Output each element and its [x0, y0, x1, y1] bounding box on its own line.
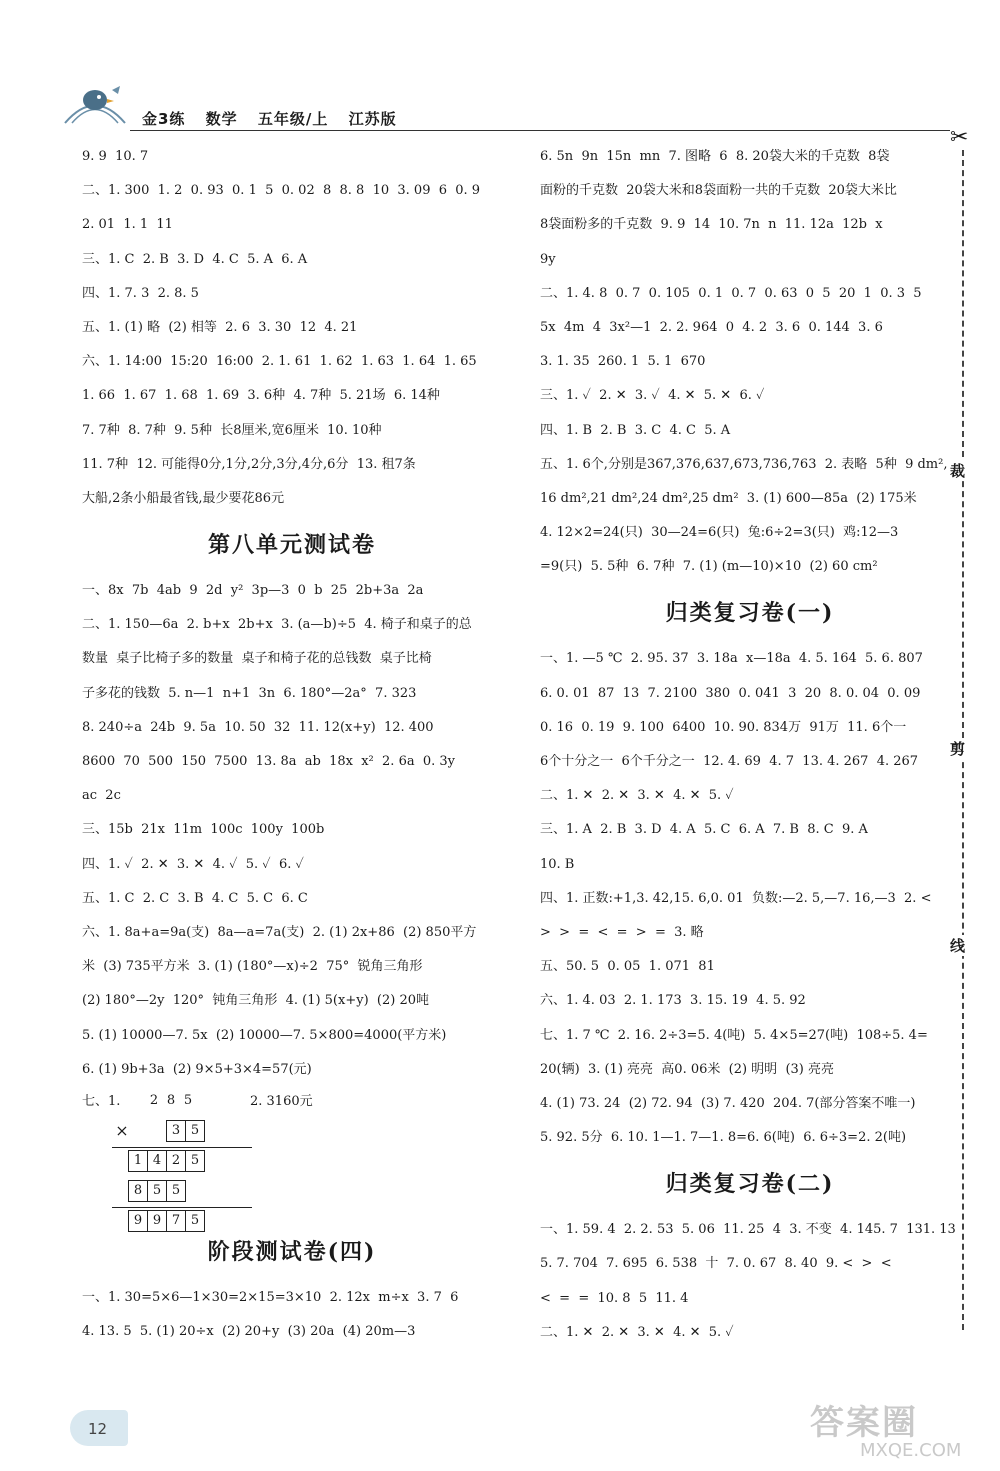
- unit8-answer-line: 数量 桌子比椅子多的数量 桌子和椅子花的总钱数 桌子比椅: [82, 651, 432, 667]
- cut-label-2: 剪: [950, 740, 966, 758]
- mult-digit: 5: [183, 1092, 193, 1108]
- unit8-answer-line: 六、1. 8a+a=9a(支) 8a—a=7a(支) 2. (1) 2x+86 (2) 850平方: [82, 924, 477, 940]
- unit8-answer-line: 8. 240÷a 24b 9. 5a 10. 50 32 11. 12(x+y) 12. 400: [82, 719, 434, 735]
- answer-line: 六、1. 14:00 15:20 16:00 2. 1. 61 1. 62 1. 63 1. 64 1. 65: [82, 354, 477, 370]
- mult-digit: 9: [147, 1210, 167, 1232]
- mult-row: [112, 1209, 205, 1233]
- mult-digit: 9: [128, 1210, 148, 1232]
- review1-answer-line: 4. (1) 73. 24 (2) 72. 94 (3) 7. 420 204. 7(部分答案不唯一): [540, 1095, 916, 1111]
- mult-row: [112, 1149, 205, 1173]
- mult-rule: [112, 1147, 252, 1148]
- mult-digit: 8: [166, 1092, 176, 1108]
- mult-row: [112, 1119, 205, 1143]
- mult-digit: 8: [128, 1180, 148, 1202]
- mult-digit: 3: [166, 1120, 186, 1142]
- review1-answer-line: > > = < = > = 3. 略: [540, 924, 704, 940]
- grade-name: 五年级/上: [257, 110, 329, 128]
- unit8-answer-line: 5. (1) 10000—7. 5x (2) 10000—7. 5×800=4000(平方米): [82, 1027, 447, 1043]
- right-column: [540, 140, 960, 1350]
- answer-line: 11. 7种 12. 可能得0分,1分,2分,3分,4分,6分 13. 租7条: [82, 456, 416, 472]
- unit8-answer-line: ac 2c: [82, 788, 121, 804]
- answer-line: 四、1. 7. 3 2. 8. 5: [82, 285, 199, 301]
- answer-line: 9y: [540, 251, 556, 267]
- mult-digit: [111, 1091, 129, 1111]
- answer-line: 三、1. C 2. B 3. D 4. C 5. A 6. A: [82, 251, 308, 267]
- header-title: [142, 108, 411, 129]
- unit8-answer-line: 二、1. 150—6a 2. b+x 2b+x 3. (a—b)÷5 4. 椅子和桌子的总: [82, 617, 472, 633]
- answer-line: 五、1. 6个,分别是367,376,637,673,736,763 2. 表略 5种 9 dm²,: [540, 456, 948, 472]
- mult-digit: 7: [166, 1210, 186, 1232]
- unit8-answer-line: 四、1. ✓ 2. ✕ 3. ✕ 4. ✓ 5. ✓ 6. ✓: [82, 856, 304, 872]
- review1-answer-line: 七、1. 7 ℃ 2. 16. 2÷3=5. 4(吨) 5. 4×5=27(吨) 108÷5. 4=: [540, 1027, 928, 1043]
- review1-answer-line: 二、1. ✕ 2. ✕ 3. ✕ 4. ✕ 5. ✓: [540, 788, 734, 804]
- review1-answer-line: 三、1. A 2. B 3. D 4. A 5. C 6. A 7. B 8. C 9. A: [540, 822, 868, 838]
- review1-answer-line: 0. 16 0. 19 9. 100 6400 10. 90. 834万 91万 11. 6个一: [540, 719, 907, 735]
- mult-digit: 4: [147, 1150, 167, 1172]
- cut-label-3: 线: [950, 937, 966, 955]
- answer-line: 1. 66 1. 67 1. 68 1. 69 3. 6种 4. 7种 5. 21场 6. 14种: [82, 388, 440, 404]
- mult-digit: [128, 1091, 146, 1111]
- scissors-icon: ✂: [950, 125, 969, 150]
- header-divider: [130, 130, 950, 131]
- page-header: [60, 78, 940, 128]
- review1-answer-line: 6个十分之一 6个千分之一 12. 4. 69 4. 7 13. 4. 267 4. 267: [540, 754, 919, 769]
- page-number: 12: [88, 1420, 108, 1438]
- mult-digit: 1: [128, 1150, 148, 1172]
- multiplication-vertical: [82, 1087, 502, 1228]
- mult-row: [112, 1179, 205, 1203]
- unit8-answer-line: 三、15b 21x 11m 100c 100y 100b: [82, 822, 325, 838]
- stage4-answer-line: 一、1. 30=5×6—1×30=2×15=3×10 2. 12x m÷x 3. 7 6: [82, 1289, 459, 1305]
- review1-answer-line: 10. B: [540, 856, 575, 872]
- mult-digit: 2: [149, 1092, 159, 1108]
- answer-line: 6. 5n 9n 15n mn 7. 图略 6 8. 20袋大米的千克数 8袋: [540, 149, 890, 164]
- review1-answer-line: 6. 0. 01 87 13 7. 2100 380 0. 041 3 20 8. 0. 04 0. 09: [540, 685, 921, 701]
- mult-digit: 5: [166, 1180, 186, 1202]
- unit8-answer-line: 子多花的钱数 5. n—1 n+1 3n 6. 180°—2a° 7. 323: [82, 685, 417, 701]
- answer-line: 9. 9 10. 7: [82, 149, 149, 164]
- review2-answer-line: 二、1. ✕ 2. ✕ 3. ✕ 4. ✕ 5. ✓: [540, 1324, 734, 1340]
- unit8-answer-line: 五、1. C 2. C 3. B 4. C 5. C 6. C: [82, 890, 308, 906]
- answer-line: 二、1. 300 1. 2 0. 93 0. 1 5 0. 02 8 8. 8 10 3. 09 6 0. 9: [82, 183, 481, 199]
- review1-answer-line: 五、50. 5 0. 05 1. 071 81: [540, 959, 715, 975]
- unit8-answer-line: 8600 70 500 150 7500 13. 8a ab 18x x² 2. 6a 0. 3y: [82, 754, 456, 769]
- answer-line: 二、1. 4. 8 0. 7 0. 105 0. 1 0. 7 0. 63 0 5 20 1 0. 3 5: [540, 285, 922, 301]
- mult-digit: [149, 1121, 167, 1141]
- review2-answer-line: 一、1. 59. 4 2. 2. 53 5. 06 11. 25 4 3. 不变 4. 145. 7 131. 13: [540, 1222, 956, 1238]
- answer-line: 7. 7种 8. 7种 9. 5种 长8厘米,宽6厘米 10. 10种: [82, 422, 382, 438]
- review2-answer-line: < = = 10. 8 5 11. 4: [540, 1290, 689, 1306]
- answer-line: 3. 1. 35 260. 1 5. 1 670: [540, 354, 706, 370]
- review1-answer-line: 六、1. 4. 03 2. 1. 173 3. 15. 19 4. 5. 92: [540, 993, 806, 1009]
- answer-line: 四、1. B 2. B 3. C 4. C 5. A: [540, 422, 731, 438]
- mult-digit: [111, 1151, 129, 1171]
- times-sign: ×: [115, 1120, 129, 1140]
- mult-digit: 5: [185, 1150, 205, 1172]
- answer-line: 5x 4m 4 3x²—1 2. 2. 964 0 4. 2 3. 6 0. 144 3. 6: [540, 319, 883, 335]
- mult-digit: 5: [185, 1120, 205, 1142]
- unit8-answer-line: (2) 180°—2y 120° 钝角三角形 4. (1) 5(x+y) (2) 20吨: [82, 993, 430, 1009]
- watermark-url: MXQE.COM: [860, 1440, 962, 1461]
- unit8-answer-line: 米 (3) 735平方米 3. (1) (180°—x)÷2 75° 锐角三角形: [82, 959, 423, 975]
- mult-rule: [112, 1207, 252, 1208]
- section-title-review2: 归类复习卷(二): [665, 1171, 835, 1198]
- review1-answer-line: 四、1. 正数:+1,3. 42,15. 6,0. 01 负数:—2. 5,—7. 16,—3 2. <: [540, 890, 932, 906]
- section-title-stage4: 阶段测试卷(四): [207, 1238, 377, 1265]
- review1-answer-line: 一、1. —5 ℃ 2. 95. 37 3. 18a x—18a 4. 5. 164 5. 6. 807: [540, 651, 923, 667]
- section-title-unit8: 第八单元测试卷: [207, 532, 376, 559]
- section-title-review1: 归类复习卷(一): [665, 600, 835, 627]
- review2-answer-line: 5. 7. 704 7. 695 6. 538 十 7. 0. 67 8. 40 9. < > <: [540, 1256, 892, 1272]
- question-7-2-answer: 2. 3160元: [250, 1093, 313, 1109]
- bird-logo-icon: [60, 78, 130, 128]
- question-7-label: 七、1.: [82, 1093, 121, 1109]
- review1-answer-line: 5. 92. 5分 6. 10. 1—1. 7—1. 8=6. 6(吨) 6. 6÷3=2. 2(吨): [540, 1130, 907, 1146]
- mult-digit: 2: [166, 1150, 186, 1172]
- mult-digit: 5: [147, 1180, 167, 1202]
- watermark-logo: 答案圈: [810, 1403, 918, 1443]
- answer-line: 面粉的千克数 20袋大米和8袋面粉一共的千克数 20袋大米比: [540, 183, 897, 199]
- book-name: 金3练: [142, 110, 186, 128]
- subject-name: 数学: [205, 110, 238, 128]
- mult-digit: [132, 1121, 150, 1141]
- answer-line: 4. 12×2=24(只) 30—24=6(只) 兔:6÷2=3(只) 鸡:12—3: [540, 525, 899, 541]
- stage4-answer-line: 4. 13. 5 5. (1) 20÷x (2) 20+y (3) 20a (4) 20m—3: [82, 1324, 416, 1340]
- mult-digit: [185, 1181, 203, 1201]
- review1-answer-line: 20(辆) 3. (1) 亮亮 高0. 06米 (2) 明明 (3) 亮亮: [540, 1061, 834, 1077]
- answer-line: 2. 01 1. 1 11: [82, 217, 173, 233]
- answer-line: 16 dm²,21 dm²,24 dm²,25 dm² 3. (1) 600—85a (2) 175米: [540, 490, 917, 506]
- answer-line: 8袋面粉多的千克数 9. 9 14 10. 7n n 11. 12a 12b x: [540, 217, 883, 233]
- answer-line: 五、1. (1) 略 (2) 相等 2. 6 3. 30 12 4. 21: [82, 319, 358, 335]
- mult-digit: 5: [185, 1210, 205, 1232]
- mult-digit: [111, 1181, 129, 1201]
- unit8-answer-line: 一、8x 7b 4ab 9 2d y² 3p—3 0 b 25 2b+3a 2a: [82, 583, 424, 599]
- answer-line: =9(只) 5. 5种 6. 7种 7. (1) (m—10)×10 (2) 60 cm²: [540, 559, 878, 575]
- multiplication-grid: [112, 1089, 205, 1239]
- edition-name: 江苏版: [348, 110, 397, 128]
- mult-row: [112, 1089, 205, 1113]
- cut-label-1: 裁: [950, 462, 966, 480]
- answer-line: 三、1. ✓ 2. ✕ 3. ✓ 4. ✕ 5. ✕ 6. ✓: [540, 388, 765, 404]
- answer-line: 大船,2条小船最省钱,最少要花86元: [82, 490, 285, 506]
- mult-digit: [111, 1211, 129, 1231]
- left-column: [82, 140, 502, 1349]
- unit8-answer-line: 6. (1) 9b+3a (2) 9×5+3×4=57(元): [82, 1061, 312, 1077]
